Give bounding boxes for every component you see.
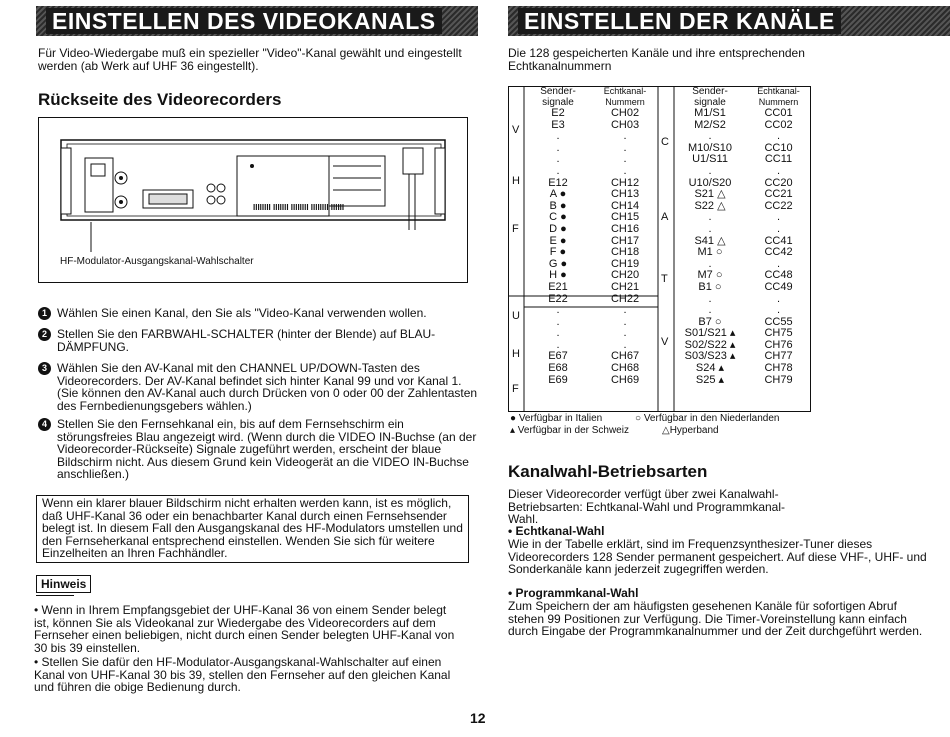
sender-right-cell: S01/S21 ▴ [684, 327, 736, 340]
echt-left-cell: CH17 [610, 234, 640, 247]
vcr-figure [38, 117, 468, 283]
echt-left-cell: . [623, 141, 627, 154]
echt-left-cell: CH67 [610, 350, 640, 363]
sender-left-cell: . [556, 130, 560, 143]
sender-left-cell: E21 [548, 280, 568, 293]
left-intro: Für Video-Wiedergabe muß ein spezieller "Video"-Kanal gewählt und eingestellt werden (ab Werk auf UHF 36 eingestellt). [38, 46, 462, 73]
echt-right-cell: CH75 [764, 327, 793, 340]
sub2-title: • Programmkanal-Wahl [508, 586, 639, 600]
step-3 [38, 362, 482, 412]
legend-netherlands: ○ Verfügbar in den Niederlanden [635, 413, 780, 424]
step-number: 4 [38, 418, 51, 431]
sub1-title: • Echtkanal-Wahl [508, 524, 605, 538]
sub2-text: Zum Speichern der am häufigsten gesehenen Kanäle für sofortigen Abruf stehen 99 Positionen zur Verfügung. Die Timer-Voreinstellung kann einfach durch Eingabe der Programmkanalnummer und der Zeit durchgeführt werden. [508, 599, 923, 638]
group-label: T [661, 273, 668, 285]
sender-right-cell: S22 △ [694, 199, 726, 212]
sender-right-cell: . [708, 164, 712, 177]
table-row [508, 305, 811, 317]
sender-left-cell: G ● [548, 257, 568, 270]
sender-right-cell: . [708, 292, 712, 305]
header-sender-right: Sender- signale [692, 86, 728, 108]
sender-right-cell: . [708, 222, 712, 235]
echt-left-cell: CH02 [610, 107, 640, 119]
sender-left-cell: E2 [551, 107, 565, 119]
right-section-intro: Dieser Videorecorder verfügt über zwei Kanalwahl-Betriebsarten: Echtkanal-Wahl und Programmkanal-Wahl. [508, 487, 786, 526]
step-text: Wählen Sie den AV-Kanal mit den CHANNEL UP/DOWN-Tasten des Videorecorders. Der AV-Kanal befindet sich hinter Kanal 99 und vor Kanal 1. (Sie können den AV-Kanal auch durch Drücken von 0 oder 00 der Zahlentasten des Fernbedienungsgebers wählen.) [57, 361, 478, 413]
sender-left-cell: . [556, 338, 560, 351]
echt-right-cell: . [776, 257, 781, 270]
right-section-title: Kanalwahl-Betriebsarten [508, 462, 708, 481]
sender-left-cell: . [556, 315, 560, 328]
svg-text:IIIIIIII IIIIIII IIIIIIII IIII: IIIIIIII IIIIIII IIIIIIII IIIIIIII IIIIII [253, 203, 345, 212]
group-label: U [512, 310, 520, 322]
echt-left-cell: CH13 [610, 188, 640, 201]
echt-right-cell: . [776, 130, 781, 143]
echt-left-cell: . [623, 315, 627, 328]
sender-right-cell: B1 ○ [698, 280, 722, 293]
sender-right-cell: B7 ○ [698, 315, 722, 328]
echt-right-cell: CC20 [764, 176, 793, 189]
header-echt-left: Echtkanal- Nummern [603, 86, 647, 107]
step-text: Wählen Sie einen Kanal, den Sie als "Video-Kanal verwenden wollen. [57, 306, 427, 320]
sender-right-cell: S03/S23 ▴ [684, 350, 736, 363]
table-row [508, 224, 811, 236]
table-row [508, 375, 811, 387]
echt-left-cell: . [623, 153, 627, 166]
sender-right-cell: S24 ▴ [695, 362, 725, 375]
left-section-title: Rückseite des Videorecorders [38, 90, 282, 109]
sender-right-cell: U10/S20 [688, 176, 732, 189]
echt-right-cell: CC49 [764, 280, 793, 293]
warning-box: Wenn ein klarer blauer Bildschirm nicht erhalten werden kann, ist es möglich, daß UHF-Kanal 36 oder ein benachbarter Kanal durch einen Fernsehsender belegt ist. In diesem Fall den Ausgangskanal des HF-Modulators umstellen und den Fernseherkanal entsprechend einstellen. Wenden Sie sich für weitere Einzelheiten an Ihren Fachhändler. [36, 495, 469, 563]
echt-left-cell: CH12 [610, 176, 640, 189]
echt-left-cell: CH03 [610, 118, 640, 131]
step-text: Stellen Sie den Fernsehkanal ein, bis auf dem Fernsehschirm ein störungsfreies Blau angezeigt wird. (Wenn durch die VIDEO IN-Buchse (an der Videorecorder-Rückseite) Signale zugeführt werden, erscheint der blaue Bildschirm nicht. Aus diesem Grund kein Videogerät an die VIDEO IN-Buchse anschließen.) [57, 417, 477, 481]
echt-left-cell: . [623, 304, 627, 317]
echt-left-cell: CH16 [610, 222, 640, 235]
echt-left-cell: CH22 [610, 292, 640, 305]
hint-title: Hinweis [36, 575, 91, 593]
table-row [508, 282, 811, 294]
echt-left-cell: CH18 [610, 246, 640, 259]
echt-right-cell: . [776, 304, 781, 317]
left-banner: EINSTELLEN DES VIDEOKANALS [36, 6, 478, 36]
table-row [508, 120, 811, 132]
echt-right-cell: CC42 [764, 246, 793, 259]
sender-left-cell: . [556, 164, 560, 177]
sender-left-cell: . [556, 327, 560, 340]
sender-right-cell: . [708, 211, 712, 224]
group-label: A [661, 211, 669, 223]
echt-right-cell: CC01 [764, 107, 793, 119]
echt-right-cell: . [776, 164, 781, 177]
table-row [508, 166, 811, 178]
echt-left-cell: . [623, 338, 627, 351]
echt-right-cell: CC10 [764, 141, 793, 154]
sender-left-cell: E67 [548, 350, 568, 363]
sender-left-cell: E12 [548, 176, 568, 189]
table-row [508, 108, 811, 120]
echt-left-cell: CH20 [610, 269, 640, 282]
step-number: 3 [38, 362, 51, 375]
echt-right-cell: CC41 [764, 234, 793, 247]
echt-left-cell: CH69 [610, 373, 640, 386]
sub1-text: Wie in der Tabelle erklärt, sind im Frequenzsynthesizer-Tuner dieses Videorecorders 128 Sender permanent gespeichert. Auf diese VHF-, UHF- und Sonderkanäle kann jederzeit zugegriffen werden. [508, 537, 927, 576]
right-banner: EINSTELLEN DER KANÄLE [508, 6, 950, 36]
sender-left-cell: . [556, 304, 560, 317]
echt-left-cell: CH68 [610, 362, 640, 375]
legend-italy: ● Verfügbar in Italien [510, 413, 603, 424]
echt-right-cell: CC21 [764, 188, 793, 201]
sender-left-cell: E69 [548, 373, 568, 386]
sender-right-cell: S02/S22 ▴ [684, 338, 736, 351]
group-label: H [512, 175, 520, 187]
group-label: F [512, 223, 519, 235]
table-row [508, 247, 811, 259]
sender-left-cell: E3 [551, 118, 565, 131]
group-label: F [512, 383, 519, 395]
group-label: V [512, 124, 520, 136]
right-intro: Die 128 gespeicherten Kanäle und ihre entsprechenden Echtkanalnummern [508, 46, 805, 73]
echt-right-cell: CH78 [764, 362, 793, 375]
group-label: H [512, 348, 520, 360]
sender-left-cell: . [556, 153, 560, 166]
step-number: 1 [38, 307, 51, 320]
sender-right-cell: . [708, 130, 712, 143]
hint-1: • Wenn in Ihrem Empfangsgebiet der UHF-Kanal 36 von einem Sender belegt ist, können Sie als Videokanal zur Wiedergabe des Videorecorders auf dem Fernseher einen beliebigen, nicht durch einen Sender belegten UHF-Kanal von 30 bis 39 einstellen. [34, 603, 455, 655]
echt-right-cell: . [776, 292, 781, 305]
echt-left-cell: . [623, 130, 627, 143]
sender-left-cell: A ● [549, 188, 567, 201]
echt-left-cell: CH21 [610, 280, 640, 293]
table-row [508, 294, 811, 306]
sender-left-cell: . [556, 141, 560, 154]
sender-right-cell: M2/S2 [694, 118, 726, 131]
sender-left-cell: D ● [549, 222, 567, 235]
sender-right-cell: . [708, 304, 712, 317]
step-text: Stellen Sie den FARBWAHL-SCHALTER (hinter der Blende) auf BLAU-DÄMPFUNG. [57, 327, 436, 354]
sender-left-cell: F ● [549, 246, 567, 259]
echt-right-cell: . [776, 211, 781, 224]
echt-left-cell: . [623, 327, 627, 340]
echt-right-cell: CC11 [764, 153, 793, 166]
page-number: 12 [470, 710, 486, 726]
step-number: 2 [38, 328, 51, 341]
sender-right-cell: S21 △ [694, 188, 726, 201]
figure-caption: HF-Modulator-Ausgangskanal-Wahlschalter [60, 256, 254, 267]
sender-right-cell: S41 △ [694, 234, 726, 247]
sender-right-cell: . [708, 257, 712, 270]
echt-left-cell: CH15 [610, 211, 640, 224]
sender-left-cell: E22 [548, 292, 568, 305]
sender-right-cell: S25 ▴ [695, 373, 725, 386]
sender-right-cell: M10/S10 [687, 141, 733, 154]
group-label: C [661, 136, 669, 148]
header-sender-left: Sender- signale [540, 86, 576, 108]
sender-right-cell: U1/S11 [692, 153, 728, 166]
sender-right-cell: M7 ○ [697, 269, 723, 282]
legend-hyperband: △Hyperband [662, 425, 719, 436]
step-1 [38, 307, 482, 320]
echt-right-cell: CC48 [764, 269, 793, 282]
sender-left-cell: C ● [549, 211, 567, 224]
group-label: V [661, 336, 669, 348]
legend-switzerland: ▴ Verfügbar in der Schweiz [510, 425, 629, 436]
sender-right-cell: M1 ○ [697, 246, 723, 259]
header-echt-right: Echtkanal- Nummern [757, 86, 800, 107]
hint-2: • Stellen Sie dafür den HF-Modulator-Ausgangskanal-Wahlschalter auf einen Kanal von UHF-Kanal 30 bis 39, stellen den Fernseher auf den gleichen Kanal und führen die obige Bedienung durch. [34, 655, 451, 694]
echt-right-cell: CH79 [764, 373, 793, 386]
echt-left-cell: CH19 [610, 257, 640, 270]
echt-right-cell: . [776, 222, 781, 235]
step-2 [38, 328, 482, 353]
table-row [508, 154, 811, 166]
sender-left-cell: B ● [549, 199, 567, 212]
echt-right-cell: CH76 [764, 338, 793, 351]
echt-right-cell: CH77 [764, 350, 793, 363]
echt-right-cell: CC22 [764, 199, 793, 212]
table-row [508, 363, 811, 375]
hint-rule [36, 595, 74, 596]
table-row [508, 189, 811, 201]
echt-right-cell: CC02 [764, 118, 793, 131]
sender-right-cell: M1/S1 [694, 107, 726, 119]
sender-left-cell: E68 [548, 362, 568, 375]
sender-left-cell: H ● [549, 269, 567, 282]
echt-left-cell: CH14 [610, 199, 640, 212]
echt-right-cell: CC55 [764, 315, 793, 328]
sender-left-cell: E ● [549, 234, 567, 247]
echt-left-cell: . [623, 164, 627, 177]
step-4 [38, 418, 482, 481]
